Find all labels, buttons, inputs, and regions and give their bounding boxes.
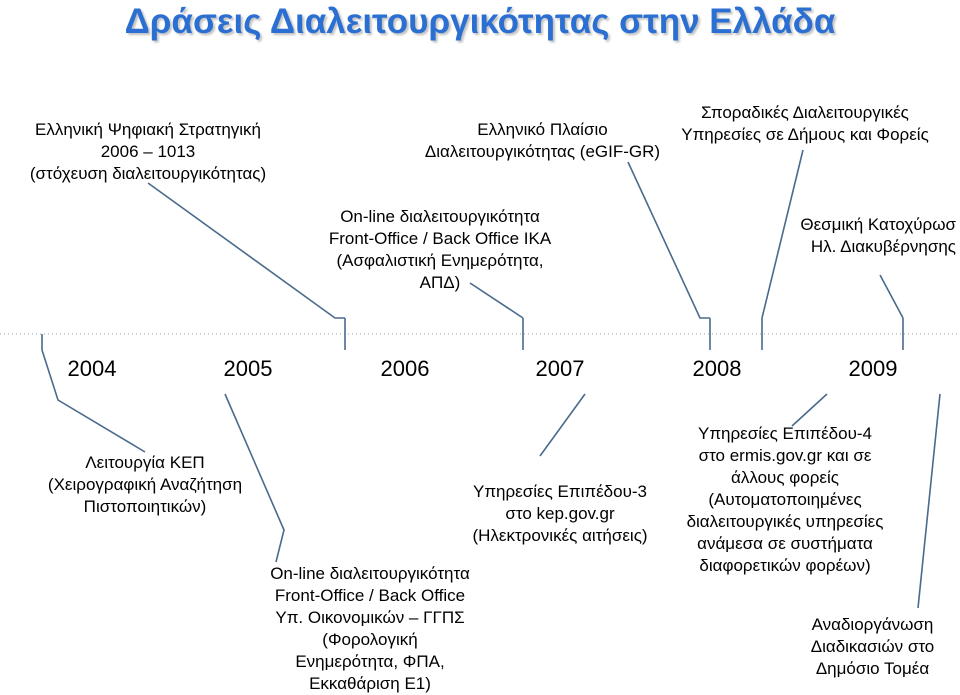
year-2009: 2009 [848,356,898,381]
ggps-text: On-line διαλειτουργικότητα Front-Office / Back Office Υπ. Οικονομικών – ΓΓΠΣ (Φορολογική Ενημερότητα, ΦΠΑ, Εκκαθάριση Ε1) [270,564,470,693]
digital-strategy-text: Ελληνική Ψηφιακή Στρατηγική 2006 – 1013 (στόχευση διαλειτουργικότητας) [29,120,267,183]
ika-text: On-line διαλειτουργικότητα Front-Office / Back Office ΙΚΑ (Ασφαλιστική Ενημερότητα, ΑΠΔ) [328,207,552,292]
egif-text: Ελληνικό Πλαίσιο Διαλειτουργικότητας (eGIF-GR) [424,120,661,161]
reorg-text: Αναδιοργάνωση Διαδικασιών στο Δημόσιο Τομέα [810,615,935,678]
institutional-text: Θεσμική Κατοχύρωσ Ηλ. Διακυβέρνησης [800,215,956,256]
year-2006: 2006 [380,356,430,381]
page-title: Δράσεις Διαλειτουργικότητας στην Ελλάδα [124,2,836,41]
connector-egif [628,162,710,318]
connector-level3 [540,394,585,456]
sporadic-text: Σποραδικές Διαλειτουργικές Υπηρεσίες σε Δήμους και Φορείς [681,103,929,144]
connector-institutional [880,275,903,318]
connector-reorg [918,394,940,608]
level4-text: Υπηρεσίες Επιπέδου-4 στο ermis.gov.gr και σε άλλους φορείς (Αυτοματοποιημένες διαλειτουργικές υπηρεσίες ανάμεσα σε συστήματα διαφορετικών φορέων) [686,424,884,575]
connector-level4 [792,394,827,426]
year-2007: 2007 [535,356,585,381]
kep-text: Λειτουργία ΚΕΠ (Χειρογραφική Αναζήτηση Πιστοποιητικών) [47,453,243,516]
year-2005: 2005 [223,356,273,381]
year-2004: 2004 [67,356,117,381]
year-2008: 2008 [692,356,742,381]
level3-text: Υπηρεσίες Επιπέδου-3 στο kep.gov.gr (Ηλεκτρονικές αιτήσεις) [472,482,648,545]
